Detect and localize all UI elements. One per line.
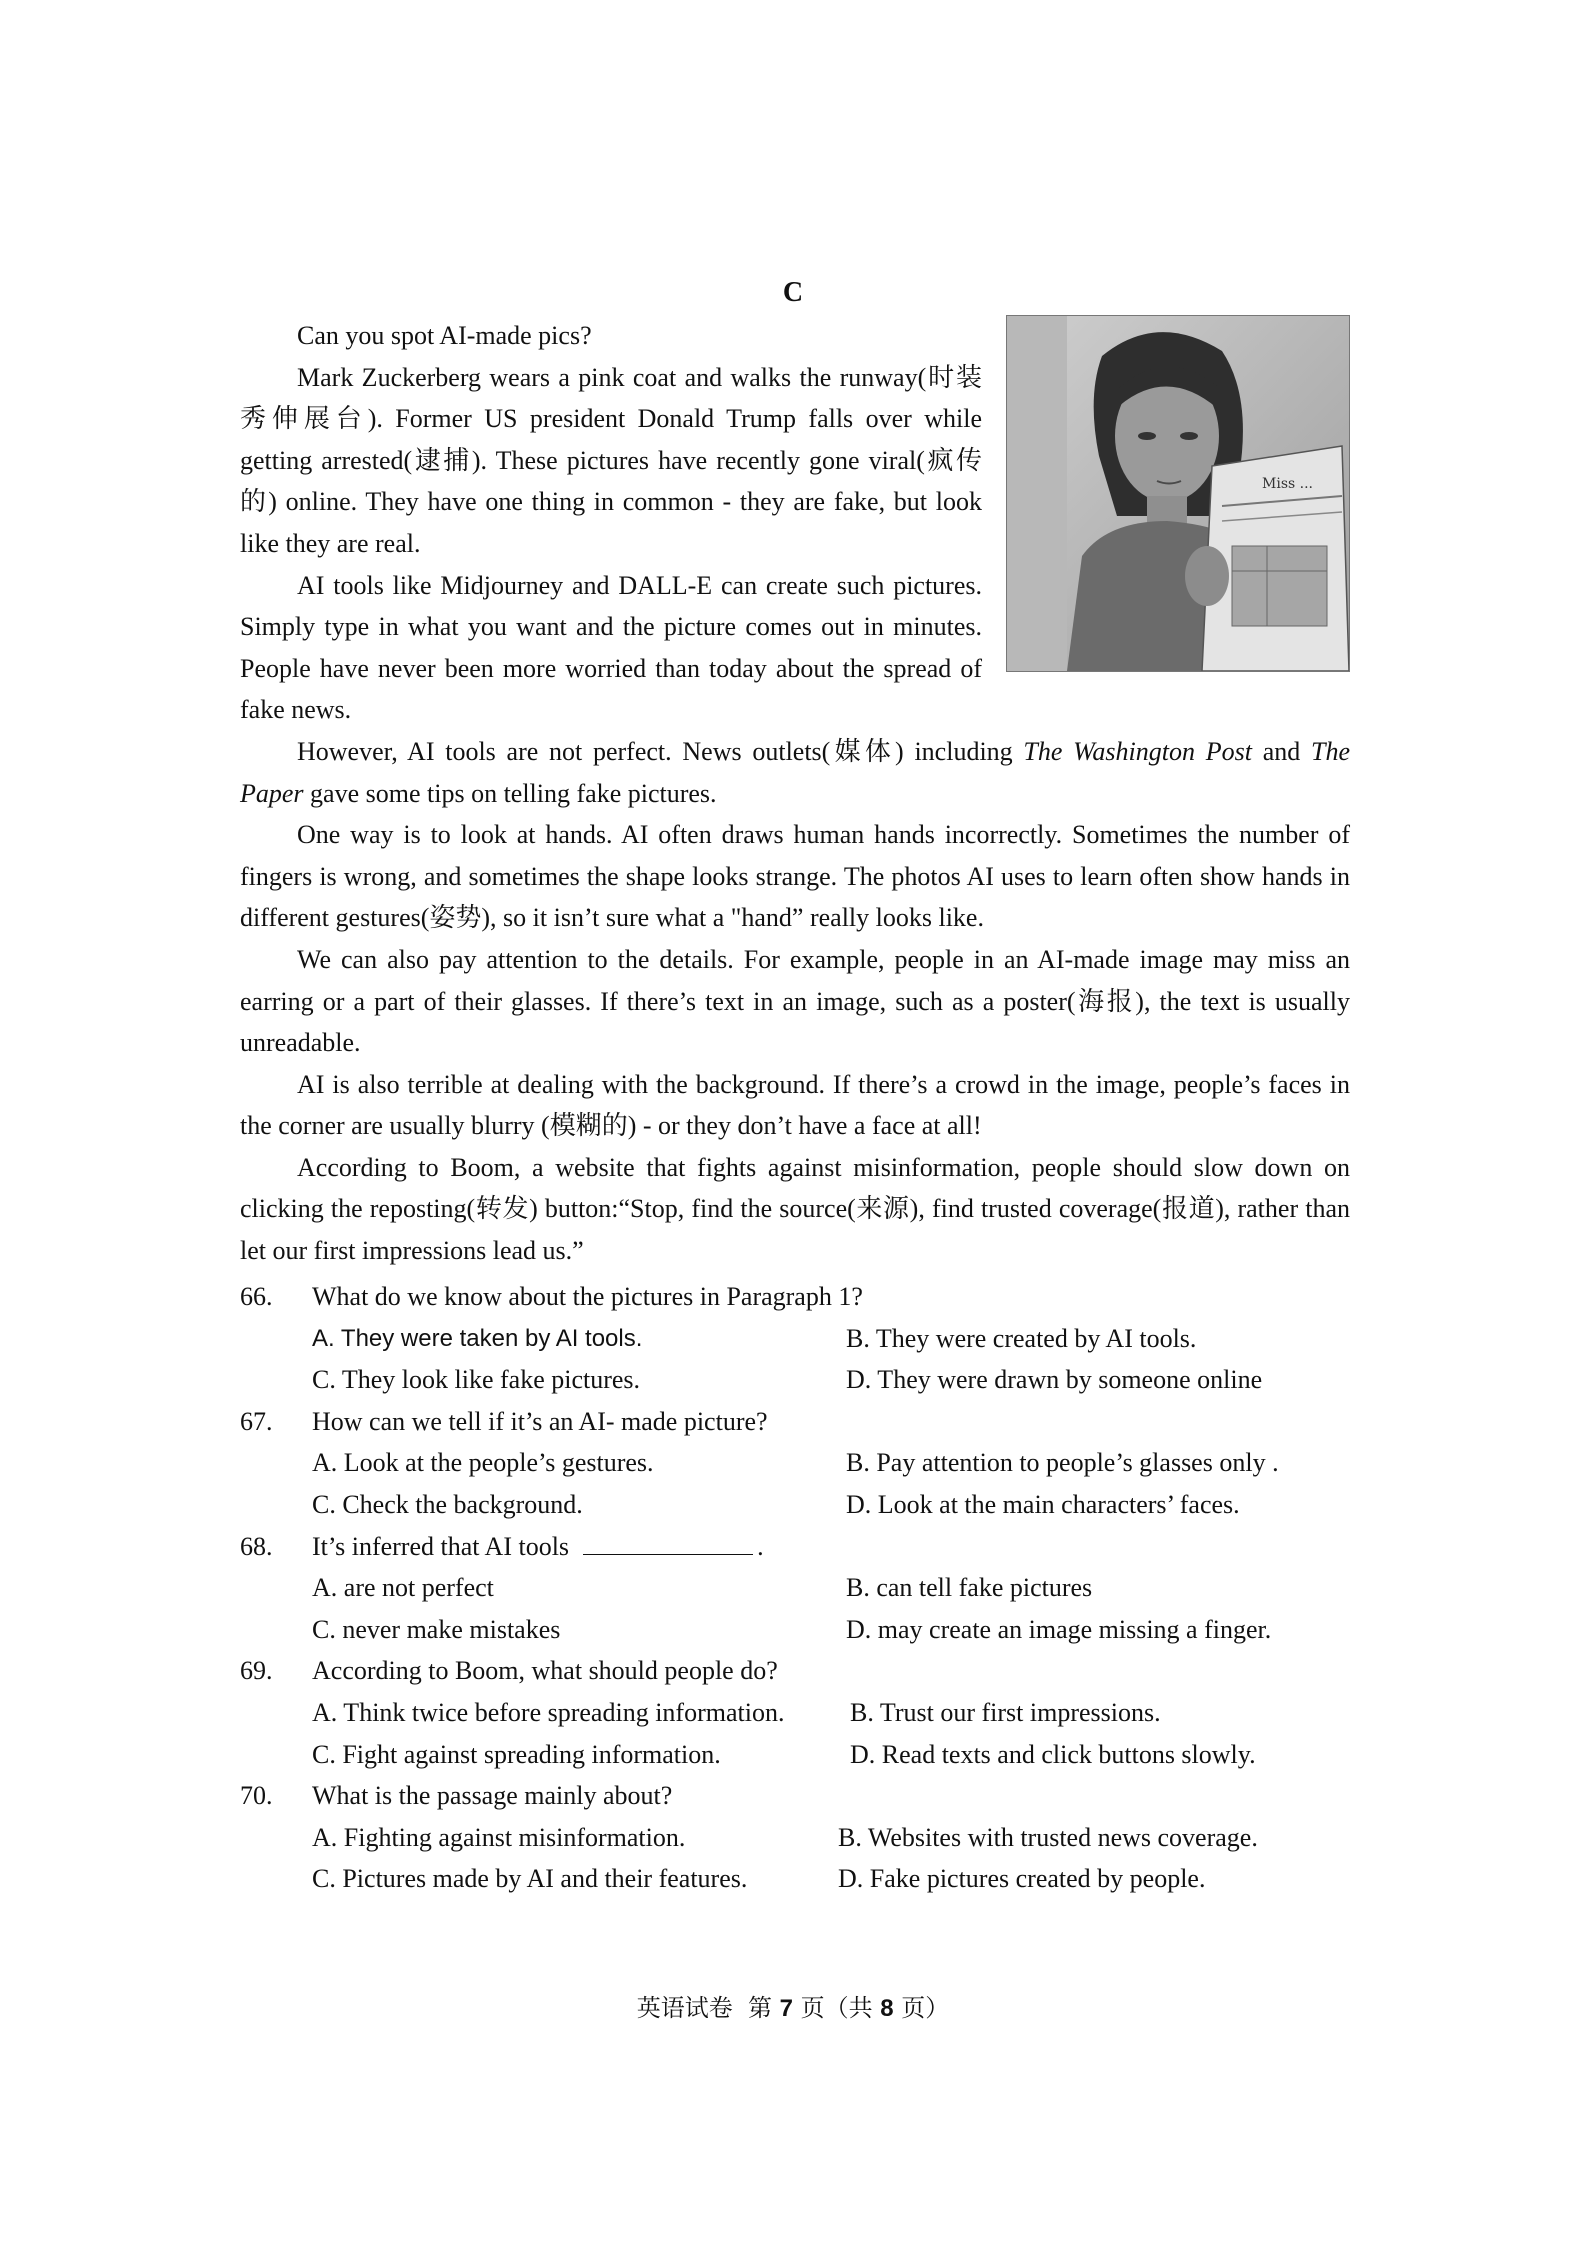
question-67 — [240, 1401, 1350, 1443]
question-stem: It’s inferred that AI tools — [312, 1531, 570, 1561]
option-b: B. They were created by AI tools. — [846, 1323, 1197, 1353]
footer-subject: 英语试卷 — [636, 1994, 733, 2022]
option-a: A. Fighting against misinformation. — [312, 1822, 686, 1852]
questions — [240, 1276, 1350, 1900]
question-stem: What do we know about the pictures in Paragraph 1? — [312, 1282, 863, 1311]
answer-blank — [583, 1532, 753, 1555]
option-b: B. can tell fake pictures — [846, 1573, 1093, 1603]
the-paper-title: The Paper — [240, 736, 1350, 808]
footer-page-number: 7 — [779, 1995, 793, 2022]
question-68: 68. It’s inferred that AI tools . — [240, 1526, 1350, 1568]
option-a: A. They were taken by AI tools. — [312, 1324, 643, 1352]
question-number: 69. — [240, 1656, 273, 1686]
question-number: 66. — [240, 1282, 273, 1311]
paragraph-3: However, AI tools are not perfect. News outlets(媒体) including The Washington Post and The Paper gave some tips on telling fake pictures. — [240, 736, 1350, 808]
option-b: B. Pay attention to people’s glasses only . — [846, 1448, 1279, 1478]
question-66 — [240, 1276, 1350, 1318]
washington-post-title: The Washington Post — [1023, 736, 1252, 766]
option-d: D. Read texts and click buttons slowly. — [850, 1739, 1256, 1769]
option-a: A. Look at the people’s gestures. — [312, 1448, 654, 1478]
option-d: D. may create an image missing a finger. — [846, 1614, 1272, 1644]
paragraph-1: Mark Zuckerberg wears a pink coat and walks the runway(时装秀伸展台). Former US president Donald Trump falls over while getting arrested(逮捕). These pictures have recently gone viral(疯传的) online. They have one thing in common - they are fake, but look like they are real. — [240, 362, 982, 558]
paragraph-4: One way is to look at hands. AI often draws human hands incorrectly. Sometimes the number of fingers is wrong, and sometimes the shape looks strange. The photos AI uses to learn often show hands in different gestures(姿势), so it isn’t sure what a "hand” really looks like. — [240, 820, 1350, 933]
question-70 — [240, 1775, 1350, 1817]
option-d: D. Fake pictures created by people. — [838, 1864, 1206, 1894]
section-letter: C — [782, 277, 804, 308]
paragraph-5: We can also pay attention to the details. For example, people in an AI-made image may miss an earring or a part of their glasses. If there’s text in an image, such as a poster(海报), the text is usually unreadable. — [240, 944, 1350, 1058]
reading-passage — [240, 315, 1350, 1272]
option-a: A. Think twice before spreading information. — [312, 1697, 785, 1727]
question-number: 68. — [240, 1531, 273, 1561]
question-number: 67. — [240, 1406, 273, 1436]
option-d: D. Look at the main characters’ faces. — [846, 1489, 1240, 1519]
option-b: B. Websites with trusted news coverage. — [838, 1822, 1258, 1852]
question-69 — [240, 1650, 1350, 1692]
question-stem: According to Boom, what should people do? — [312, 1656, 778, 1686]
question-number: 70. — [240, 1781, 273, 1811]
option-c: C. never make mistakes — [312, 1614, 561, 1644]
paragraph-6: AI is also terrible at dealing with the background. If there’s a crowd in the image, people’s faces in the corner are usually blurry (模糊的) - or they don’t have a face at all! — [240, 1069, 1350, 1141]
footer-total-pages: 8 — [880, 1995, 894, 2022]
paragraph-2: AI tools like Midjourney and DALL-E can create such pictures. Simply type in what you want and the picture comes out in minutes. People have never been more worried than today about the spread of fake news. — [240, 570, 982, 725]
question-stem: What is the passage mainly about? — [312, 1781, 673, 1811]
option-c: C. Fight against spreading information. — [312, 1739, 721, 1769]
newspaper-masthead: Miss ... — [1262, 476, 1313, 492]
option-d: D. They were drawn by someone online — [846, 1365, 1263, 1395]
question-stem: How can we tell if it’s an AI- made picture? — [312, 1406, 768, 1436]
option-c: C. They look like fake pictures. — [312, 1365, 641, 1395]
paragraph-7: According to Boom, a website that fights against misinformation, people should slow down on clicking the reposting(转发) button:“Stop, find the source(来源), find trusted coverage(报道), rather than let our first impressions lead us.” — [240, 1152, 1350, 1266]
option-c: C. Pictures made by AI and their features. — [312, 1864, 748, 1894]
option-a: A. are not perfect — [312, 1573, 494, 1603]
option-b: B. Trust our first impressions. — [850, 1697, 1161, 1727]
girl-reading-newspaper-image — [1006, 315, 1350, 672]
page-footer: 英语试卷 第 7 页（共 8 页） — [636, 1994, 950, 2022]
passage-title: Can you spot AI-made pics? — [297, 321, 592, 350]
option-c: C. Check the background. — [312, 1489, 583, 1519]
